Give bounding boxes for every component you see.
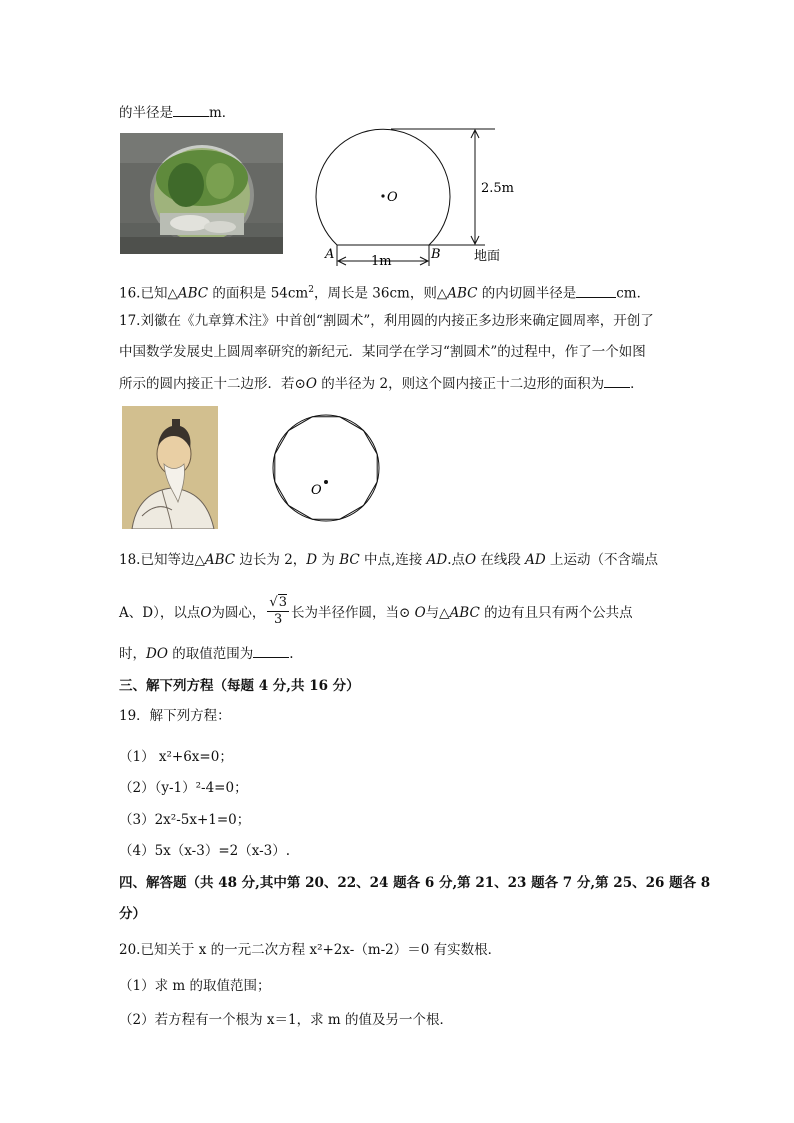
ground-label: 地面 (474, 249, 501, 264)
q18-text: 在线段 (480, 552, 521, 568)
q18-do: DO (146, 646, 168, 662)
q16-text-1: 16.已知△ (119, 285, 178, 302)
q18-text: .点 (447, 552, 465, 568)
q17-line-2: 中国数学发展史上圆周率研究的新纪元．某同学在学习“割圆术”的过程中，作了一个如图 (119, 344, 646, 360)
moon-gate-photo (120, 133, 283, 254)
q18-abc: ABC (204, 552, 236, 568)
question-16 (119, 281, 650, 303)
q15-tail (119, 103, 235, 122)
section-4-heading-line-2: 分） (119, 906, 146, 922)
q17-circle-o: O (305, 376, 317, 392)
fraction-sqrt3-over-3: $\frac{√3}{3}$ (269, 595, 287, 627)
q18-text: 上运动（不含端点 (550, 552, 659, 568)
q16-unit: cm． (616, 285, 651, 302)
q18-text: 边长为 2， (239, 552, 307, 568)
q18-text: 的边有且只有两个公共点 (484, 605, 633, 621)
inscribed-dodecagon-figure (268, 410, 384, 526)
q18-text: 的取值范围为 (172, 646, 254, 662)
q17-text-b: 的半径为 2，则这个圆内接正十二边形的面积为 (321, 376, 605, 392)
q16-triangle-abc-2: ABC (447, 285, 478, 302)
width-dimension: 1m (371, 254, 392, 269)
q17-line-3 (119, 374, 644, 393)
q16-triangle-abc: ABC (177, 285, 209, 302)
fraction-denominator: 3 (274, 612, 283, 627)
q19-equation-4: （4）5x（x-3）=2（x-3）. (119, 843, 291, 859)
q18-line-2 (119, 597, 633, 630)
q18-d: D (306, 552, 318, 568)
answer-blank (604, 374, 630, 388)
moon-gate-diagram (305, 124, 515, 269)
q15-text: 的半径是 (119, 105, 173, 121)
q16-text-3: ，周长是 36cm，则△ (313, 285, 448, 302)
q18-text: . (289, 646, 294, 662)
height-dimension: 2.5m (481, 181, 515, 196)
q17-line-1: 17.刘徽在《九章算术注》中首创“割圆术”，利用圆的内接正多边形来确定圆周率，开创了 (119, 313, 654, 329)
q18-text: 为 (321, 552, 335, 568)
q18-abc: ABC (449, 605, 480, 621)
section-3-heading: 三、解下列方程（每题 4 分,共 16 分） (119, 678, 360, 694)
point-label-b: B (431, 247, 441, 262)
center-label-o: O (311, 483, 322, 498)
q18-ad-2: AD (525, 552, 546, 568)
q18-o: O (414, 605, 426, 621)
q18-line-3 (119, 644, 294, 663)
section-4-heading-line-1: 四、解答题（共 48 分,其中第 20、22、24 题各 6 分,第 21、23 题各 7 分,第 25、26 题各 8 (119, 875, 711, 891)
q19-equation-3: （3）2x²-5x+1=0； (119, 812, 251, 828)
point-label-a: A (325, 247, 335, 262)
q18-o: O (465, 552, 477, 568)
dodecagon-shape (275, 417, 377, 519)
q18-text: 与△ (425, 605, 450, 621)
q17-text-a: 所示的圆内接正十二边形．若⊙ (119, 376, 306, 392)
answer-blank (576, 284, 616, 298)
answer-blank (253, 644, 289, 658)
liu-hui-portrait (122, 406, 218, 529)
q18-text: 18.已知等边△ (119, 552, 205, 568)
q19-equation-2: （2）（y-1）²-4=0； (119, 780, 248, 796)
q18-ad: AD (426, 552, 448, 568)
q20-part-1: （1）求 m 的取值范围； (119, 978, 271, 994)
q18-o: O (200, 605, 212, 621)
q20-part-2: （2）若方程有一个根为 x＝1，求 m 的值及另一个根． (119, 1012, 453, 1028)
q16-text-2: 的面积是 54cm (212, 285, 309, 302)
q18-line-1 (119, 551, 658, 569)
q18-text: 时， (119, 646, 146, 662)
q16-text-4: 的内切圆半径是 (481, 285, 577, 302)
q18-bc: BC (339, 552, 360, 568)
q18-text: A、D），以点 (119, 605, 201, 621)
q20-title: 20.已知关于 x 的一元二次方程 x²+2x-（m-2）＝0 有实数根． (119, 942, 502, 958)
answer-blank (173, 103, 209, 117)
q15-unit: m． (209, 105, 236, 121)
q18-text: 中点,连接 (364, 552, 423, 568)
q19-title: 19．解下列方程： (119, 708, 231, 724)
q18-text: 长为半径作圆，当⊙ (290, 605, 411, 621)
q16-superscript: 2 (308, 285, 314, 295)
q18-text: 为圆心， (211, 605, 266, 621)
fraction-numerator: 3 (278, 595, 287, 610)
q19-equation-1: （1） x²+6x=0； (119, 749, 233, 765)
q17-period: ． (630, 376, 644, 392)
center-label-o: O (387, 190, 398, 205)
